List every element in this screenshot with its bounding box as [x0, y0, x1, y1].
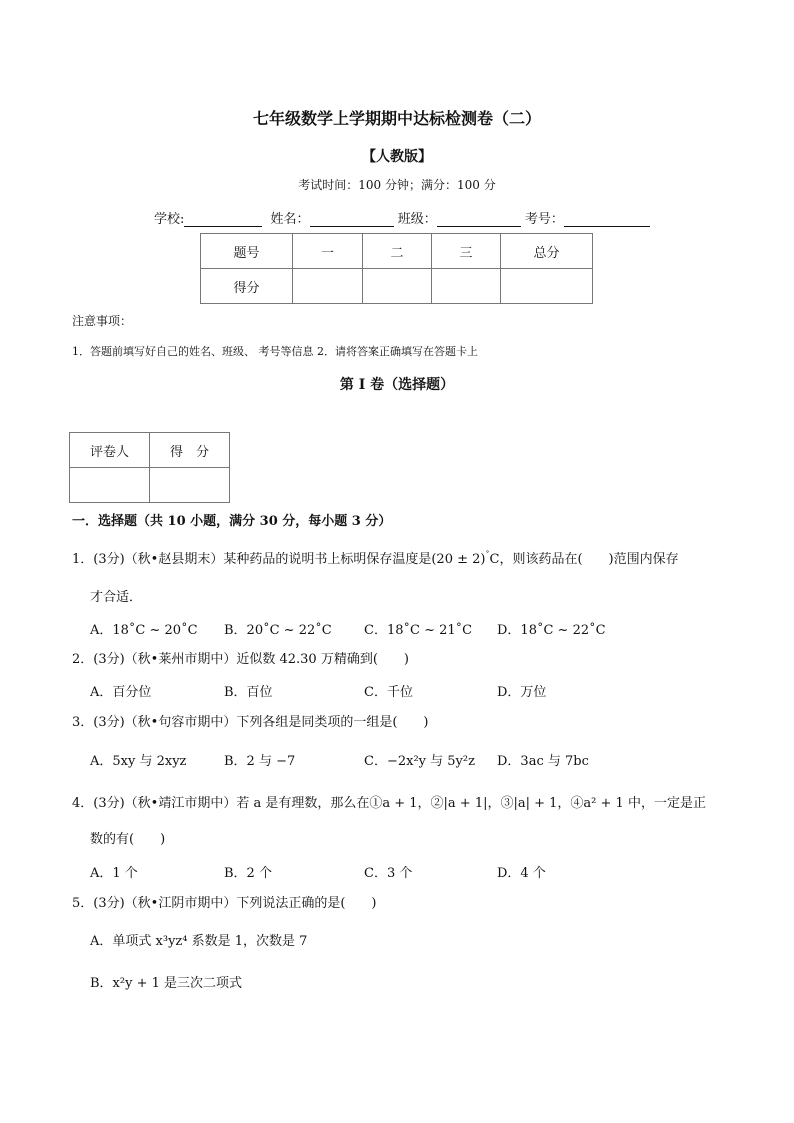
name-label: 姓名：: [270, 212, 310, 227]
grader-score-cell[interactable]: [150, 468, 230, 503]
score-label: 得 分: [150, 433, 230, 468]
question-3: 3．(3分)（秋•句容市期中）下列各组是同类项的一组是( ): [72, 715, 429, 730]
question-4: 4．(3分)（秋•靖江市期中）若 a 是有理数，那么在①a + 1，②|a + 1|，③|a| + 1，④a² + 1 中，一定是正: [72, 796, 706, 811]
question-2: 2．(3分)（秋•莱州市期中）近似数 42.30 万精确到( ): [72, 652, 409, 667]
question-5: 5．(3分)（秋•江阴市期中）下列说法正确的是( ): [72, 896, 377, 911]
q3-option-d[interactable]: D．3ac 与 7bc: [497, 754, 589, 769]
q2-option-d[interactable]: D．万位: [497, 685, 547, 700]
class-label: 班级：: [397, 212, 437, 227]
exam-title: 七年级数学上学期期中达标检测卷（二）: [252, 109, 541, 128]
q1-text-pre: 1．(3分)（秋•赵县期末）某种药品的说明书上标明保存温度是: [72, 552, 432, 567]
q1-option-a[interactable]: A．18˚C ~ 20˚C: [90, 623, 198, 638]
score-cell[interactable]: [501, 269, 593, 304]
student-info-row: [154, 208, 650, 227]
q2-option-c[interactable]: C．千位: [364, 685, 413, 700]
edition-label: 【人教版】: [362, 149, 432, 165]
q4-option-b[interactable]: B．2 个: [224, 866, 272, 881]
q4-option-d[interactable]: D．4 个: [497, 866, 546, 881]
q3-option-a[interactable]: A．5xy 与 2xyz: [90, 754, 187, 769]
q1-option-d[interactable]: D．18˚C ~ 22˚C: [497, 623, 606, 638]
q4-continuation: 数的有( ): [90, 832, 166, 847]
q1-continuation: 才合适．: [90, 590, 143, 605]
class-blank[interactable]: [437, 212, 521, 227]
grader-input-row: [70, 468, 230, 503]
score-header-cell: 三: [432, 234, 501, 269]
grader-cell[interactable]: [70, 468, 150, 503]
score-header-cell: 一: [293, 234, 363, 269]
q4-option-c[interactable]: C．3 个: [364, 866, 413, 881]
q1-option-b[interactable]: B．20˚C ~ 22˚C: [224, 623, 332, 638]
q4-option-a[interactable]: A．1 个: [90, 866, 138, 881]
score-cell[interactable]: [363, 269, 432, 304]
notice-title: 注意事项：: [72, 314, 133, 328]
grader-label: 评卷人: [70, 433, 150, 468]
q1-unit: C: [489, 552, 500, 567]
q1-text-post: ，则该药品在( )范围内保存: [499, 552, 679, 567]
score-header-cell: 二: [363, 234, 432, 269]
q5-option-b[interactable]: B．x²y + 1 是三次二项式: [90, 976, 243, 991]
grader-header-row: [70, 433, 230, 468]
q3-option-c[interactable]: C．−2x²y 与 5y²z: [364, 754, 475, 769]
degree-mark: ˚: [485, 550, 490, 560]
question-1: [72, 548, 679, 567]
exam-number-label: 考号：: [524, 212, 564, 227]
score-cell[interactable]: [432, 269, 501, 304]
part-title: 第 I 卷（选择题）: [339, 377, 455, 393]
notice-text: 1．答题前填写好自己的姓名、班级、 考号等信息 2．请将答案正确填写在答题卡上: [72, 345, 478, 358]
q5-option-a[interactable]: A．单项式 x³yz⁴ 系数是 1，次数是 7: [90, 934, 308, 949]
score-table-header-row: [201, 234, 593, 269]
school-label: 学校:: [154, 212, 185, 227]
score-header-cell: 题号: [201, 234, 293, 269]
school-blank[interactable]: [184, 212, 262, 227]
grader-table: [69, 432, 230, 503]
exam-info: 考试时间：100 分钟；满分：100 分: [298, 178, 496, 192]
score-table-score-row: [201, 269, 593, 304]
score-header-cell: 总分: [501, 234, 593, 269]
score-table: [200, 233, 593, 304]
exam-number-blank[interactable]: [564, 212, 650, 227]
score-row-label: 得分: [201, 269, 293, 304]
q3-option-b[interactable]: B．2 与 −7: [224, 754, 296, 769]
q2-option-a[interactable]: A．百分位: [90, 685, 152, 700]
section-heading: 一．选择题（共 10 小题，满分 30 分，每小题 3 分）: [72, 514, 392, 529]
q1-option-c[interactable]: C．18˚C ~ 21˚C: [364, 623, 473, 638]
q2-option-b[interactable]: B．百位: [224, 685, 273, 700]
q1-expression: (20 ± 2): [431, 552, 486, 567]
name-blank[interactable]: [310, 212, 394, 227]
score-cell[interactable]: [293, 269, 363, 304]
